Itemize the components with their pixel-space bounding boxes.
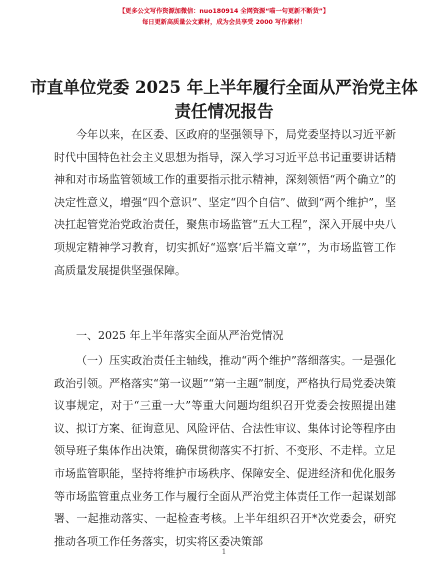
promo-banner-line-1: 【更多公文写作资源加微信：nuo180914 全网资源“喵一句更新不断货”】 <box>118 8 330 15</box>
section-heading: 一、2025 年上半年落实全面从严治党情况 <box>76 329 284 342</box>
page-number: 1 <box>221 548 227 556</box>
document-title: 市直单位党委 2025 年上半年履行全面从严治党主体责任情况报告 <box>30 78 418 121</box>
body-paragraph: （一）压实政治责任主轴线，推动“两个维护”落细落实。一是强化政治引领。严格落实“第一议题”“第一主题”制度，严格执行局党委决策议事规定，对于“三重一大”等重大问题均组织召开党委会按照提出建议、拟订方案、征询意见、风险评估、合法性审议、集体讨论等程序由领导班子集体作出决策，确保贯彻落实不打折、不变形、不走样。立足市场监管职能，坚持将维护市场秩序、保障安全、促进经济和优化服务等市场监管重点业务工作与履行全面从严治党主体责任工作一起谋划部署、一起推动落实、一起检查考核。上半年组织召开*次党委会，研究推动各项工作任务落实，切实将区委决策部 <box>54 354 396 548</box>
intro-paragraph: 今年以来，在区委、区政府的坚强领导下，局党委坚持以习近平新时代中国特色社会主义思想为指导，深入学习习近平总书记重要讲话精神和对市场监管领域工作的重要指示批示精神，深刻领悟“两个确立”的决定性意义，增强“四个意识”、坚定“四个自信”、做到“两个维护”，坚决扛起管党治党政治责任，聚焦市场监管“五大工程”，深入开展中央八项规定精神学习教育，切实抓好“巡察‘后半篇文章’”，为市场监管工作高质量发展提供坚强保障。 <box>54 128 396 277</box>
promo-banner-line-2: 每日更新高质量公文素材，成为会员享受 2000 写作素材！ <box>142 19 306 26</box>
promo-banner <box>0 6 448 28</box>
